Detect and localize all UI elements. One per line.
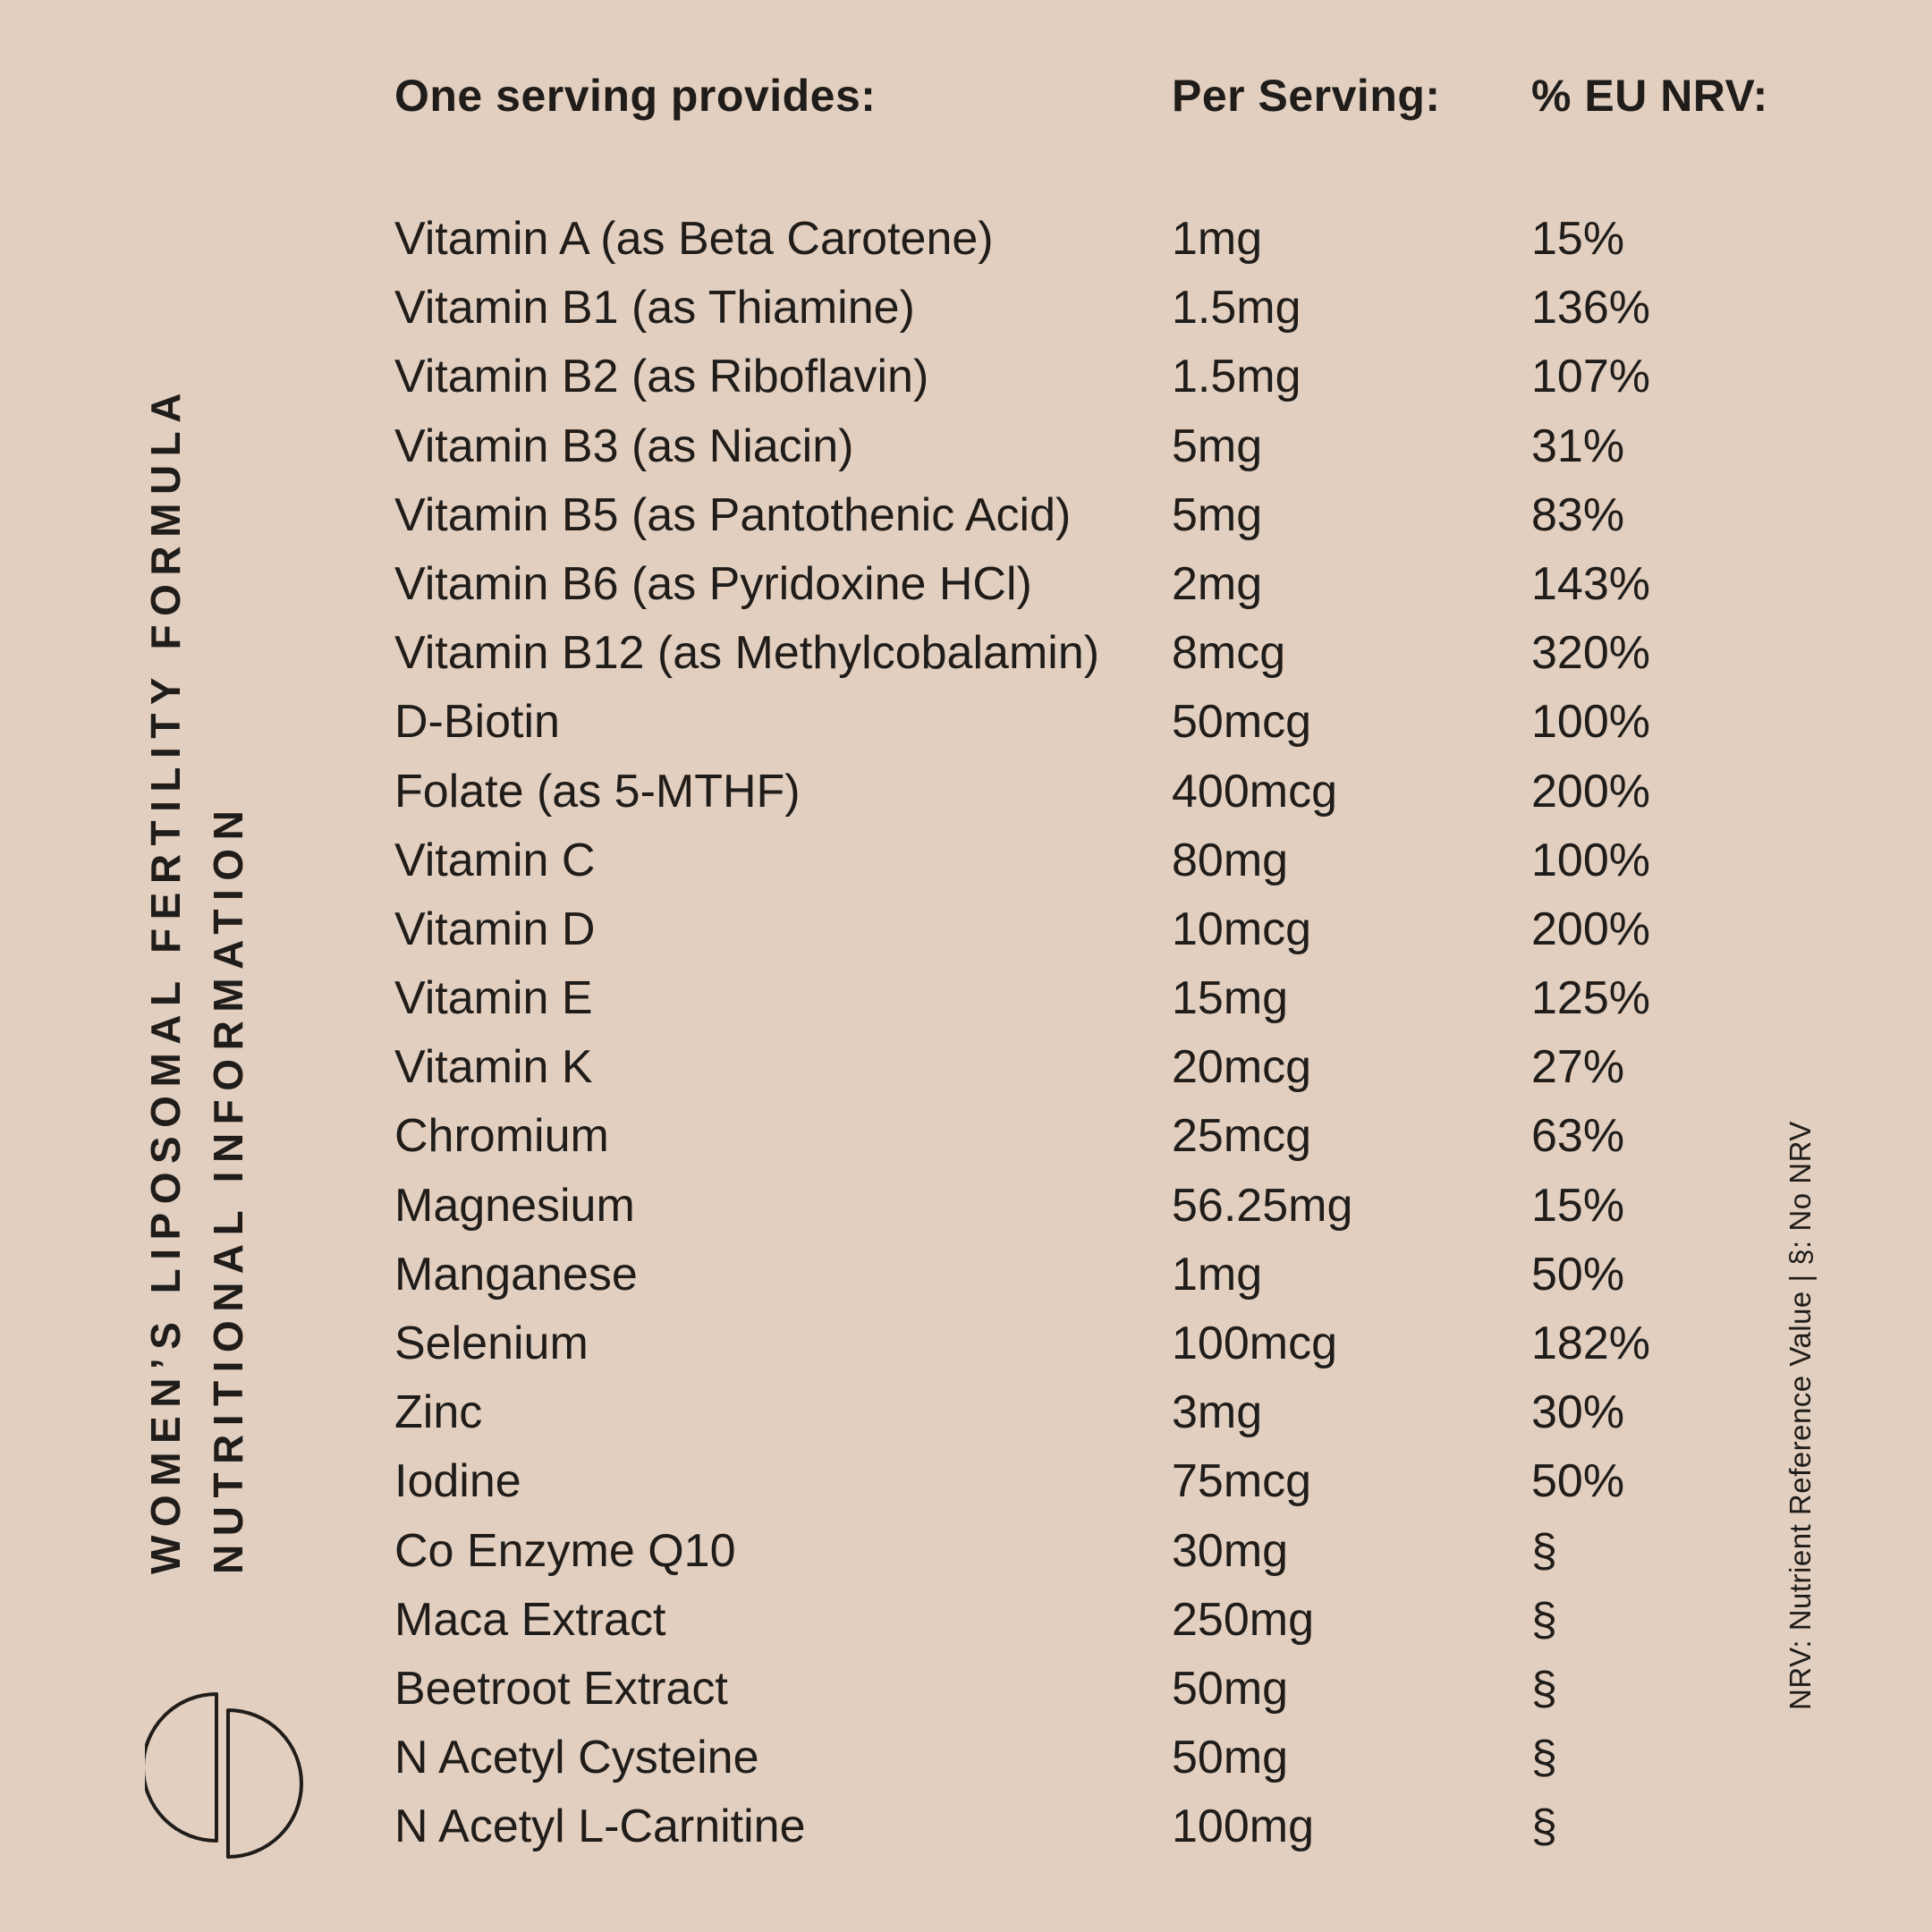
table-row [394,1243,1826,1312]
nrv-percent: 63% [1531,1110,1625,1163]
nrv-percent: 125% [1531,972,1650,1025]
per-serving-amount: 8mcg [1172,627,1286,680]
nrv-percent: 200% [1531,765,1650,818]
per-serving-amount: 100mg [1172,1801,1314,1853]
per-serving-amount: 75mcg [1172,1455,1312,1508]
nutrient-name: Selenium [394,1318,589,1369]
nutrient-name: Vitamin D [394,902,596,955]
per-serving-amount: 400mcg [1172,765,1337,818]
per-serving-amount: 1.5mg [1172,351,1301,403]
vertical-title [134,385,259,1574]
nutrient-name: N Acetyl Cysteine [394,1732,759,1784]
per-serving-amount: 250mg [1172,1593,1314,1646]
nrv-footnote: NRV: Nutrient Reference Value | §: No NRV [1784,1121,1817,1710]
table-row [394,1795,1826,1864]
table-row [394,1726,1826,1795]
table-row [394,829,1826,898]
nrv-percent: 31% [1531,419,1625,472]
nutrient-name: D-Biotin [394,696,560,749]
nrv-percent: 143% [1531,557,1650,610]
per-serving-amount: 2mg [1172,557,1263,610]
per-serving-amount: 10mcg [1172,902,1312,955]
table-row [394,1105,1826,1174]
nutrient-name: Vitamin A (as Beta Carotene) [394,213,994,265]
nrv-percent: 182% [1531,1318,1650,1369]
nrv-percent: 27% [1531,1041,1625,1094]
nrv-percent: 15% [1531,213,1625,265]
per-serving-amount: 3mg [1172,1386,1263,1439]
nutrient-name: Chromium [394,1110,609,1163]
table-row [394,622,1826,691]
table-row [394,1520,1826,1589]
nutrient-name: Co Enzyme Q10 [394,1524,736,1577]
per-serving-amount: 56.25mg [1172,1179,1353,1232]
nutrient-name: Magnesium [394,1179,635,1232]
table-row [394,415,1826,484]
nrv-percent: 200% [1531,902,1650,955]
table-row [394,760,1826,829]
nrv-percent: 83% [1531,488,1625,541]
nutrient-name: Vitamin B1 (as Thiamine) [394,282,915,335]
per-serving-amount: 1mg [1172,213,1263,265]
nrv-percent: 320% [1531,627,1650,680]
table-row [394,276,1826,345]
table-row [394,898,1826,967]
table-row [394,691,1826,759]
header-nutrient: One serving provides: [394,71,877,121]
nutrient-name: Vitamin B12 (as Methylcobalamin) [394,627,1100,680]
per-serving-amount: 30mg [1172,1524,1289,1577]
per-serving-amount: 1mg [1172,1248,1263,1301]
per-serving-amount: 5mg [1172,419,1263,472]
table-row [394,1657,1826,1726]
nrv-percent: 50% [1531,1455,1625,1508]
table-row [394,1589,1826,1657]
table-row [394,1450,1826,1519]
nutrient-name: Folate (as 5-MTHF) [394,765,801,818]
nrv-percent: § [1531,1593,1557,1646]
nrv-percent: 50% [1531,1248,1625,1301]
nutrient-name: Beetroot Extract [394,1662,728,1715]
nutrient-name: Zinc [394,1386,483,1439]
table-row [394,553,1826,622]
split-circle-logo-icon [145,1690,306,1860]
per-serving-amount: 80mg [1172,834,1289,886]
nutrient-name: Vitamin B3 (as Niacin) [394,419,854,472]
title-line-section: NUTRITIONAL INFORMATION [205,801,251,1574]
nrv-percent: § [1531,1801,1557,1853]
table-row [394,345,1826,414]
header-per-serving: Per Serving: [1172,71,1441,121]
nutrient-name: Vitamin B5 (as Pantothenic Acid) [394,488,1072,541]
table-header [394,70,1826,132]
nrv-percent: § [1531,1662,1557,1715]
nrv-percent: 100% [1531,696,1650,749]
per-serving-amount: 5mg [1172,488,1263,541]
nrv-percent: § [1531,1524,1557,1577]
nutrient-name: Vitamin K [394,1041,593,1094]
header-nrv: % EU NRV: [1531,71,1768,121]
table-row [394,208,1826,276]
nutrient-name: N Acetyl L-Carnitine [394,1801,806,1853]
nutrient-name: Vitamin B2 (as Riboflavin) [394,351,929,403]
per-serving-amount: 50mg [1172,1732,1289,1784]
nrv-percent: 107% [1531,351,1650,403]
nutrition-table [394,208,1826,1865]
table-row [394,1174,1826,1243]
nrv-percent: 30% [1531,1386,1625,1439]
per-serving-amount: 20mcg [1172,1041,1312,1094]
per-serving-amount: 50mg [1172,1662,1289,1715]
table-row [394,967,1826,1036]
nutrient-name: Vitamin E [394,972,593,1025]
table-row [394,1312,1826,1381]
nutrient-name: Vitamin B6 (as Pyridoxine HCl) [394,557,1032,610]
per-serving-amount: 1.5mg [1172,282,1301,335]
title-line-product: WOMEN’S LIPOSOMAL FERTILITY FORMULA [142,385,189,1574]
table-row [394,1381,1826,1450]
nrv-percent: § [1531,1732,1557,1784]
nrv-percent: 15% [1531,1179,1625,1232]
nutrient-name: Manganese [394,1248,638,1301]
nrv-percent: 100% [1531,834,1650,886]
nrv-percent: 136% [1531,282,1650,335]
table-row [394,484,1826,553]
nutrient-name: Iodine [394,1455,521,1508]
per-serving-amount: 100mcg [1172,1318,1337,1369]
table-row [394,1036,1826,1105]
nutrient-name: Vitamin C [394,834,596,886]
nutrient-name: Maca Extract [394,1593,666,1646]
per-serving-amount: 15mg [1172,972,1289,1025]
per-serving-amount: 25mcg [1172,1110,1312,1163]
per-serving-amount: 50mcg [1172,696,1312,749]
